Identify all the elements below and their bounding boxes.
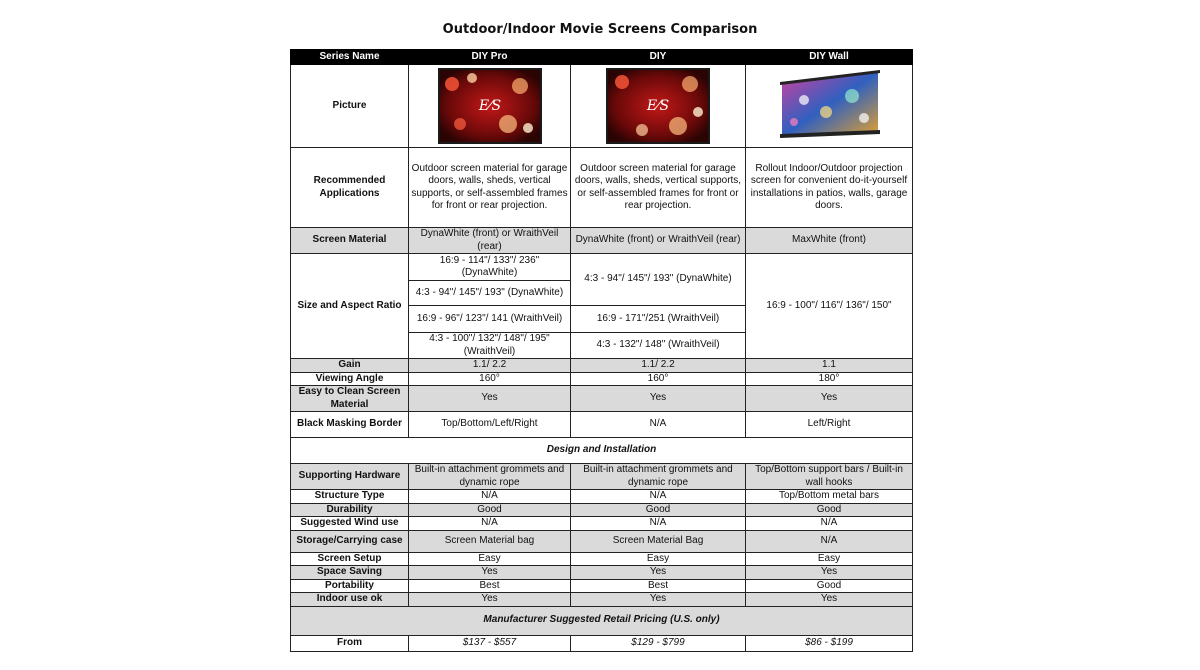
header-diy-pro: DIY Pro	[409, 50, 571, 65]
diy-wall-wind: N/A	[746, 517, 913, 531]
diy-wind: N/A	[571, 517, 746, 531]
diy-pro-space: Yes	[409, 566, 571, 580]
header-series-name: Series Name	[291, 50, 409, 65]
header-diy-wall: DIY Wall	[746, 50, 913, 65]
diy-wall-durability: Good	[746, 503, 913, 517]
diy-pro-size-2: 4:3 - 94"/ 145"/ 193" (DynaWhite)	[409, 281, 571, 306]
indoor-row	[291, 593, 913, 607]
diy-size-2: 16:9 - 171"/251 (WraithVeil)	[571, 306, 746, 333]
space-label: Space Saving	[291, 566, 409, 580]
portability-row	[291, 579, 913, 593]
diy-pro-durability: Good	[409, 503, 571, 517]
gain-row	[291, 359, 913, 373]
diy-wall-gain: 1.1	[746, 359, 913, 373]
diy-wall-structure: Top/Bottom metal bars	[746, 490, 913, 504]
viewing-angle-label: Viewing Angle	[291, 372, 409, 386]
diy-picture	[571, 65, 746, 148]
diy-wall-storage: N/A	[746, 530, 913, 552]
masking-border-label: Black Masking Border	[291, 412, 409, 438]
diy-pro-portability: Best	[409, 579, 571, 593]
diy-pro-structure: N/A	[409, 490, 571, 504]
diy-masking-border: N/A	[571, 412, 746, 438]
diy-screen-image	[606, 68, 710, 144]
diy-wall-price: $86 - $199	[746, 635, 913, 651]
diy-durability: Good	[571, 503, 746, 517]
diy-pro-screen-material: DynaWhite (front) or WraithVeil (rear)	[409, 228, 571, 254]
diy-pro-size-4: 4:3 - 100"/ 132"/ 148"/ 195" (WraithVeil)	[409, 333, 571, 359]
diy-viewing-angle: 160°	[571, 372, 746, 386]
easy-clean-row	[291, 386, 913, 412]
diy-wall-screen-material: MaxWhite (front)	[746, 228, 913, 254]
diy-pro-size-3: 16:9 - 96"/ 123"/ 141 (WraithVeil)	[409, 306, 571, 333]
diy-wall-screen-image	[774, 68, 884, 144]
diy-pro-logo-icon: E⁄S	[478, 98, 501, 114]
wind-label: Suggested Wind use	[291, 517, 409, 531]
viewing-angle-row	[291, 372, 913, 386]
diy-indoor: Yes	[571, 593, 746, 607]
diy-price: $129 - $799	[571, 635, 746, 651]
wind-row	[291, 517, 913, 531]
diy-wall-picture	[746, 65, 913, 148]
diy-wall-applications: Rollout Indoor/Outdoor projection screen for convenient do-it-yourself installations in patios, walls, garage doors.	[746, 148, 913, 228]
diy-size-3: 4:3 - 132"/ 148" (WraithVeil)	[571, 333, 746, 359]
diy-wall-space: Yes	[746, 566, 913, 580]
diy-space: Yes	[571, 566, 746, 580]
diy-portability: Best	[571, 579, 746, 593]
diy-storage: Screen Material Bag	[571, 530, 746, 552]
diy-wall-hardware: Top/Bottom support bars / Built-in wall hooks	[746, 464, 913, 490]
price-row	[291, 635, 913, 651]
diy-logo-icon: E⁄S	[646, 98, 670, 114]
diy-wall-size: 16:9 - 100"/ 116"/ 136"/ 150"	[746, 254, 913, 359]
page-title: Outdoor/Indoor Movie Screens Comparison	[442, 22, 758, 37]
design-section-row	[291, 438, 913, 464]
indoor-label: Indoor use ok	[291, 593, 409, 607]
diy-easy-clean: Yes	[571, 386, 746, 412]
diy-pro-applications: Outdoor screen material for garage doors, walls, sheds, vertical supports, or self-assembled frames for front or rear projection.	[409, 148, 571, 228]
screen-material-label: Screen Material	[291, 228, 409, 254]
diy-pro-wind: N/A	[409, 517, 571, 531]
diy-pro-size-1: 16:9 - 114"/ 133"/ 236" (DynaWhite)	[409, 254, 571, 281]
diy-pro-gain: 1.1/ 2.2	[409, 359, 571, 373]
msrp-section-row	[291, 606, 913, 635]
screen-material-row	[291, 228, 913, 254]
diy-pro-screen-image	[438, 68, 542, 144]
durability-label: Durability	[291, 503, 409, 517]
diy-pro-hardware: Built-in attachment grommets and dynamic rope	[409, 464, 571, 490]
diy-pro-easy-clean: Yes	[409, 386, 571, 412]
setup-row	[291, 552, 913, 566]
diy-wall-portability: Good	[746, 579, 913, 593]
price-label: From	[291, 635, 409, 651]
structure-row	[291, 490, 913, 504]
diy-pro-indoor: Yes	[409, 593, 571, 607]
easy-clean-label: Easy to Clean Screen Material	[291, 386, 409, 412]
applications-row	[291, 148, 913, 228]
picture-label: Picture	[291, 65, 409, 148]
diy-wall-easy-clean: Yes	[746, 386, 913, 412]
masking-border-row	[291, 412, 913, 438]
size-row-1	[291, 254, 913, 281]
storage-row	[291, 530, 913, 552]
diy-pro-setup: Easy	[409, 552, 571, 566]
comparison-table	[290, 49, 913, 652]
header-diy: DIY	[571, 50, 746, 65]
diy-setup: Easy	[571, 552, 746, 566]
diy-pro-masking-border: Top/Bottom/Left/Right	[409, 412, 571, 438]
msrp-section-header: Manufacturer Suggested Retail Pricing (U.S. only)	[291, 606, 913, 635]
storage-label: Storage/Carrying case	[291, 530, 409, 552]
diy-size-1: 4:3 - 94"/ 145"/ 193" (DynaWhite)	[571, 254, 746, 306]
diy-screen-material: DynaWhite (front) or WraithVeil (rear)	[571, 228, 746, 254]
diy-pro-price: $137 - $557	[409, 635, 571, 651]
diy-pro-viewing-angle: 160°	[409, 372, 571, 386]
size-label: Size and Aspect Ratio	[291, 254, 409, 359]
durability-row	[291, 503, 913, 517]
diy-wall-viewing-angle: 180°	[746, 372, 913, 386]
applications-label: Recommended Applications	[291, 148, 409, 228]
hardware-row	[291, 464, 913, 490]
diy-applications: Outdoor screen material for garage doors, walls, sheds, vertical supports, or self-assembled frames for front or rear projection.	[571, 148, 746, 228]
diy-wall-setup: Easy	[746, 552, 913, 566]
gain-label: Gain	[291, 359, 409, 373]
header-row	[291, 50, 913, 65]
diy-pro-storage: Screen Material bag	[409, 530, 571, 552]
diy-structure: N/A	[571, 490, 746, 504]
diy-wall-indoor: Yes	[746, 593, 913, 607]
design-section-header: Design and Installation	[291, 438, 913, 464]
diy-wall-masking-border: Left/Right	[746, 412, 913, 438]
hardware-label: Supporting Hardware	[291, 464, 409, 490]
diy-gain: 1.1/ 2.2	[571, 359, 746, 373]
diy-pro-picture	[409, 65, 571, 148]
portability-label: Portability	[291, 579, 409, 593]
structure-label: Structure Type	[291, 490, 409, 504]
diy-hardware: Built-in attachment grommets and dynamic rope	[571, 464, 746, 490]
picture-row	[291, 65, 913, 148]
space-row	[291, 566, 913, 580]
setup-label: Screen Setup	[291, 552, 409, 566]
